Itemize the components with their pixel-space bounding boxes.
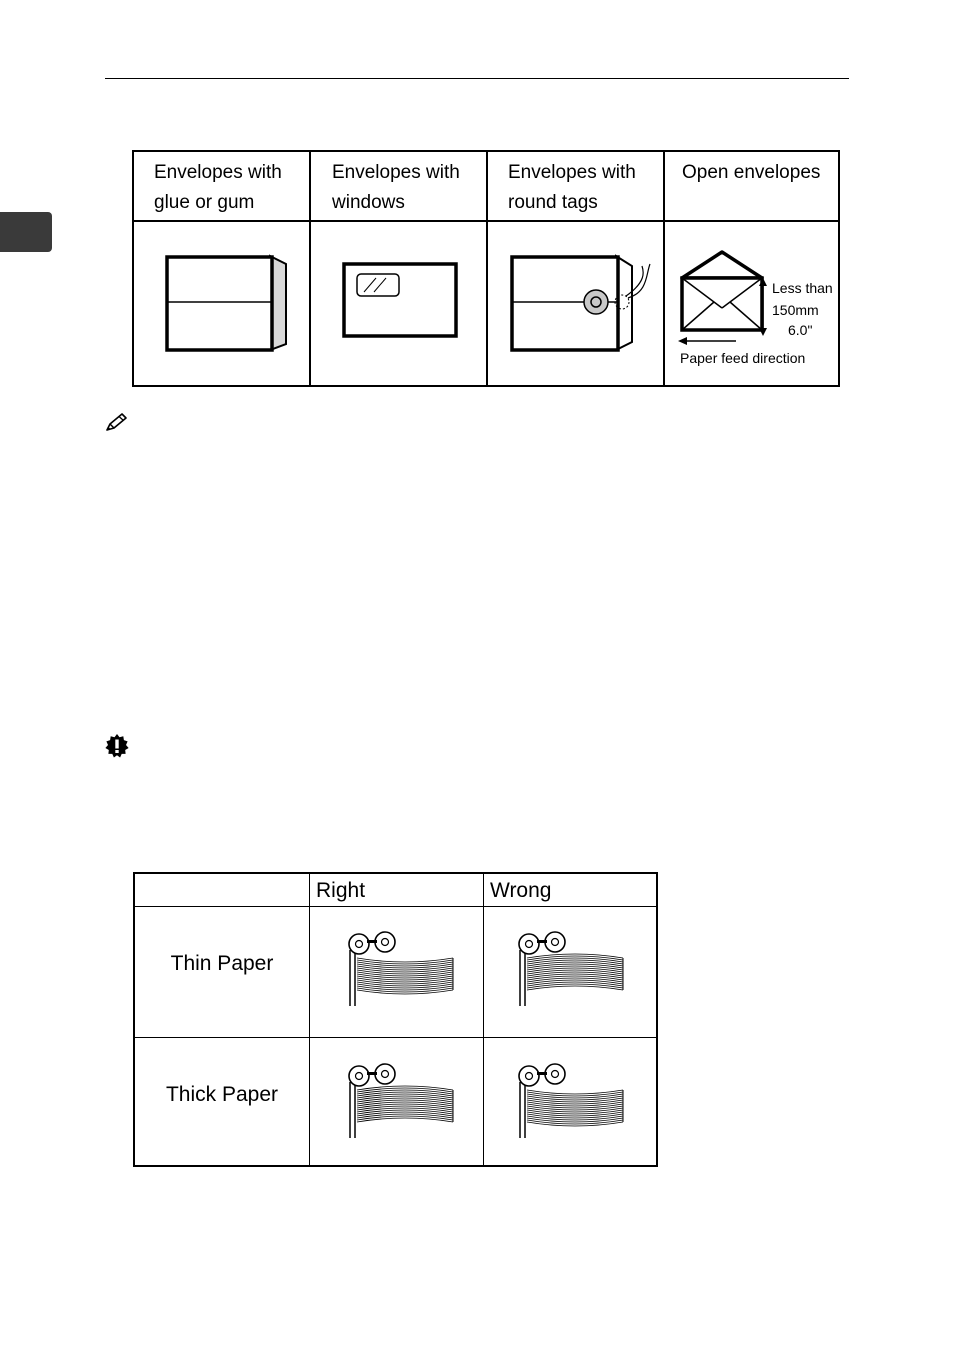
glue-envelope-icon [162, 252, 292, 356]
row-label-thick-paper: Thick Paper [165, 1083, 279, 1106]
header-line: round tags [508, 192, 598, 213]
header-line: windows [332, 192, 405, 213]
thick-paper-right-illustration [347, 1062, 457, 1138]
row-label-thin-paper: Thin Paper [170, 952, 274, 975]
pencil-icon [104, 412, 128, 434]
thick-paper-wrong-illustration [517, 1062, 627, 1138]
header-line: Envelopes with [332, 162, 460, 183]
header-line: Envelopes with [508, 162, 636, 183]
header-rule [105, 78, 849, 79]
feed-direction-label: Paper feed direction [680, 350, 806, 366]
thin-paper-wrong-illustration [517, 930, 627, 1006]
limit-label: 6.0" [788, 322, 813, 338]
paper-curl-table [133, 872, 658, 1167]
header-line: Envelopes with [154, 162, 282, 183]
thin-paper-right-illustration [347, 930, 457, 1006]
limit-label: Less than [772, 280, 833, 296]
chapter-tab [0, 212, 52, 252]
column-divider [309, 874, 310, 1165]
header-open-envelopes [682, 152, 820, 220]
header-tag-envelopes [508, 152, 636, 220]
important-badge-icon [104, 733, 130, 759]
open-envelope-icon [678, 248, 768, 334]
limit-label: 150mm [772, 302, 819, 318]
header-window-envelopes [332, 152, 460, 220]
tag-envelope-icon [508, 252, 658, 356]
header-line: glue or gum [154, 192, 255, 213]
row-divider [135, 1037, 656, 1038]
column-divider [483, 874, 484, 1165]
envelope-table-header [134, 152, 838, 222]
header-glue-envelopes [154, 152, 282, 220]
window-envelope-icon [340, 260, 460, 342]
row-divider [135, 906, 656, 907]
feed-direction-arrow-icon [678, 336, 738, 346]
header-line: Open envelopes [682, 162, 821, 183]
column-header-right: Right [316, 879, 366, 902]
envelope-table [132, 150, 840, 387]
height-arrow-icon [758, 278, 768, 336]
column-header-wrong: Wrong [490, 879, 552, 902]
